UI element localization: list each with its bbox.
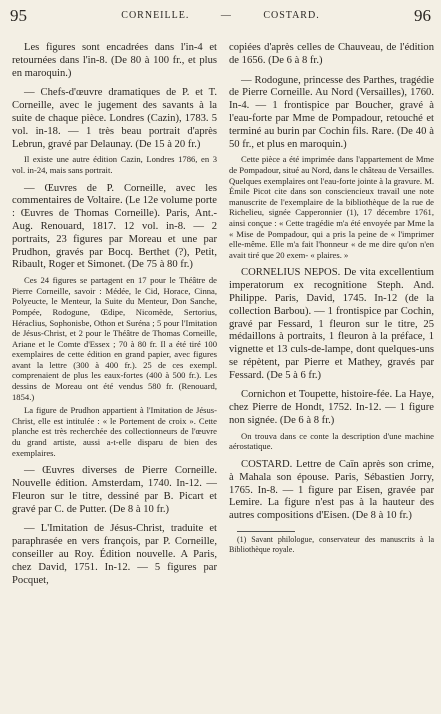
note-paragraph: La figure de Prudhon appartient à l'Imitation de Jésus-Christ, elle est intitulée : « le Portement de croix ». Cette planche est très recherchée des collectionneurs de l'œuvre du grand artiste, aussi a-t-elle disparu de bien des exemplaires. xyxy=(12,405,217,458)
entry-paragraph: — Rodogune, princesse des Parthes, tragédie de Pierre Corneille. Au Nord (Versailles), 1760. In-4. — 1 frontispice par Boucher, gravé à l'eau-forte par Mme de Pompadour, retouché et terminé au burin par Cochin fils. Rare. (De 40 à 50 fr., et plus en maroquin.) xyxy=(229,74,434,150)
page-number-left: 95 xyxy=(10,6,27,25)
entry-paragraph: — Œuvres diverses de Pierre Corneille. Nouvelle édition. Amsterdam, 1740. In-12. — Fleuron sur le titre, dessiné par B. Picart et gravé par C. de Putter. (De 8 à 10 fr.) xyxy=(12,465,217,515)
footnote: (1) Savant philologue, conservateur des manuscrits à la Bibliothèque royale. xyxy=(229,535,434,554)
entry-paragraph: CORNELIUS NEPOS. De vita excellentium imperatorum ex recognitione Steph. And. Philippe. Paris, David, 1745. In-12 (de la collection Barbou). — 1 frontispice par Cochin, gravé par Fessard, 1 fleuron sur le titre, 25 médaillons à portraits, 1 fleuron à la préface, 1 vignette et 13 culs-de-lampe, dont quelques-uns se répètent, par Pierre et Mathey, gravés par Fessard. (De 5 à 6 fr.) xyxy=(229,267,434,381)
entry-paragraph: COSTARD. Lettre de Caïn après son crime, à Mahala son épouse. Paris, Sébastien Jorry, 1765. In-8. — 1 figure par Eisen, gravée par Lemire. La figure n'est pas à la hauteur des autres compositions d'Eisen. (De 8 à 10 fr.) xyxy=(229,459,434,522)
note-paragraph: Ces 24 figures se partagent en 17 pour le Théâtre de Pierre Corneille, savoir : Médée, le Cid, Horace, Cinna, Polyeucte, le Menteur, la Suite du Menteur, Don Sanche, Pompée, Rodogune, Œdipe, Nicomède, Sertorius, Héraclius, Sophonisbe, Othon et Suréna ; 5 pour l'Imitation de Jésus-Christ, et 2 pour le Théâtre de Thomas Corneille, Ariane et le Comte d'Essex ; 70 à 80 fr. Il a été tiré 100 exemplaires de cette édition en grand papier, avec figures avant la lettre (300 à 400 fr.). 25 de ces exempl. comprenaient de plus les eaux-fortes (400 à 500 fr.). Les dessins de Moreau ont été vendus 580 fr. (Renouard, 1854.) xyxy=(12,275,217,402)
note-paragraph: Il existe une autre édition Cazin, Londres 1786, en 3 vol. in-24, mais sans portrait. xyxy=(12,154,217,175)
entry-paragraph: — Chefs-d'œuvre dramatiques de P. et T. Corneille, avec le jugement des savants à la suite de chaque pièce. Londres (Cazin), 1783. 5 vol. in-18. — 1 très beau portrait d'après Lebrun, gravé par Delaunay. (De 15 à 20 fr.) xyxy=(12,87,217,150)
entry-paragraph: — L'Imitation de Jésus-Christ, traduite et paraphrasée en vers françois, par P. Corneille, conseiller au Roy. Édition nouvelle. A Paris, chez David, 1751. In-12. — 5 figures par Pocquet, xyxy=(12,523,217,586)
entry-continuation: copiées d'après celles de Chauveau, de l'édition de 1656. (De 6 à 8 fr.) xyxy=(229,42,434,66)
note-paragraph: Cette pièce a été imprimée dans l'appartement de Mme de Pompadour, situé au Nord, dans le château de Versailles. Quelques exemplaires ont l'eau-forte jointe à la gravure. M. Émile Picot cite dans son consciencieux travail une note manuscrite de l'exemplaire de la bibliothèque de la rue de Richelieu, signée Capperonnier (1), 17 décembre 1761, ainsi conçue : « Cette tragédie m'a été envoyée par Mme la « Mise de Pompadour, qui a pris la peine de « l'imprimer elle-même. Elle m'a fait l'honneur « de me dire qu'on n'en avait tiré que 20 exem- « plaires. » xyxy=(229,154,434,260)
entry-paragraph: — Œuvres de P. Corneille, avec les commentaires de Voltaire. (Le 12e volume porte : Œuvres de Thomas Corneille). Paris, Ant.-Aug. Renouard, 1817. 12 vol. in-8. — 2 portraits, 23 figures par Moreau et une par Prudhon, gravés par Bocq. Berthet (?), Petit, Ribault, Roger et Simonet. (De 75 à 80 fr.) xyxy=(12,182,217,271)
right-column xyxy=(229,42,434,707)
entry-paragraph: Les figures sont encadrées dans l'in-4 et retournées dans l'in-8. (De 80 à 100 fr., et plus en maroquin.) xyxy=(12,42,217,79)
note-paragraph: On trouva dans ce conte la description d'une machine aérostatique. xyxy=(229,430,434,452)
running-header xyxy=(0,6,441,32)
footnote-rule xyxy=(237,531,295,532)
entry-paragraph: Cornichon et Toupette, histoire-fée. La Haye, chez Pierre de Hondt, 1752. In-12. — 1 figure non signée. (De 6 à 8 fr.) xyxy=(229,389,434,427)
left-column xyxy=(12,42,217,707)
running-title: CORNEILLE. — COSTARD. xyxy=(121,10,320,21)
page-number-right: 96 xyxy=(414,6,431,25)
